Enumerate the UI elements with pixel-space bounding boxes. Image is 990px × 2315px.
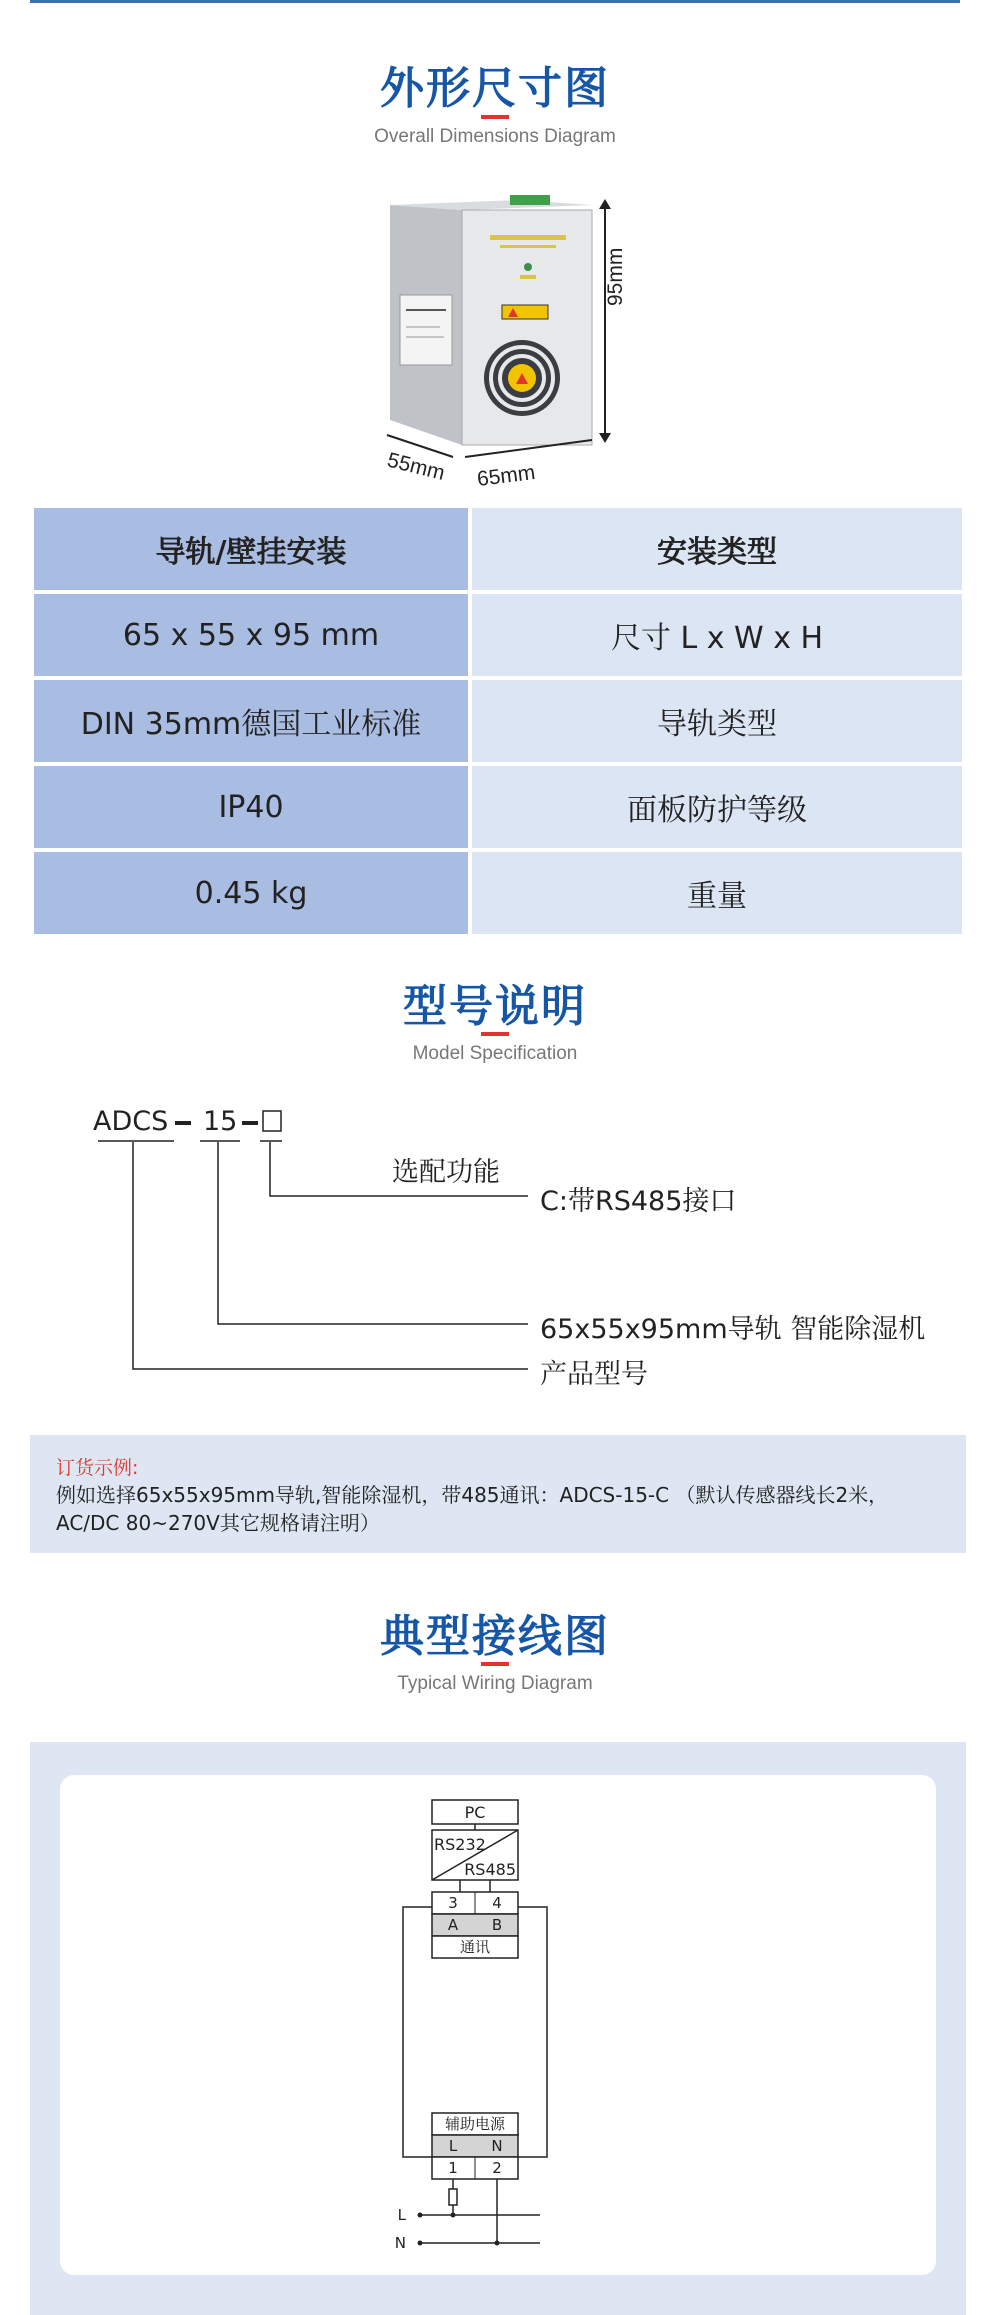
aux-power-label: 辅助电源 [444, 2115, 506, 2133]
option-box [263, 1111, 281, 1131]
table-cell: 面板防护等级 [470, 764, 964, 850]
length-label: 65mm [475, 461, 537, 491]
rs232-label: RS232 [434, 1835, 486, 1854]
size-desc: 65x55x95mm导轨 智能除湿机 [540, 1314, 926, 1345]
table-row [32, 678, 964, 764]
table-row [32, 850, 964, 936]
table-cell: 0.45 kg [32, 850, 470, 936]
model-code-prefix: ADCS [93, 1106, 169, 1137]
fuse-icon [449, 2189, 457, 2205]
header-cell: 安装类型 [470, 506, 964, 592]
table-cell: 尺寸 L x W x H [470, 592, 964, 678]
wiring-card [60, 1775, 936, 2275]
dimensions-title-bar [481, 115, 509, 119]
pin-2: 2 [492, 2159, 502, 2177]
device-dimension-illustration [360, 195, 640, 500]
line-l-label: L [397, 2206, 406, 2224]
height-label: 95mm [604, 247, 627, 306]
model-title-bar [481, 1032, 509, 1036]
option-c-desc: C:带RS485接口 [540, 1186, 737, 1217]
order-example-body: 例如选择65x55x95mm导轨,智能除湿机，带485通讯：ADCS-15-C （默认传感器线长2米，AC/DC 80~270V其它规格请注明） [56, 1483, 889, 1535]
pc-label: PC [464, 1803, 486, 1822]
table-cell: 重量 [470, 850, 964, 936]
model-title: 型号说明 [403, 981, 587, 1032]
code-dash [242, 1121, 258, 1125]
wiring-title-bar [481, 1662, 509, 1666]
table-cell: IP40 [32, 764, 470, 850]
dimensions-table [30, 504, 966, 938]
line-n-label: N [394, 2234, 406, 2252]
model-code-number: 15 [203, 1106, 238, 1137]
table-row [32, 592, 964, 678]
dimensions-subtitle: Overall Dimensions Diagram [374, 126, 616, 147]
wiring-diagram [60, 1775, 936, 2275]
power-terminal-ln [432, 2135, 518, 2157]
model-subtitle: Model Specification [412, 1043, 578, 1064]
wiring-subtitle: Typical Wiring Diagram [397, 1673, 593, 1694]
pin-3: 3 [448, 1894, 458, 1912]
table-row [32, 764, 964, 850]
terminal-a: A [447, 1916, 459, 1934]
dimensions-table-header [32, 506, 964, 592]
code-dash [175, 1121, 191, 1125]
pin-1: 1 [448, 2159, 458, 2177]
comm-terminal-ab [432, 1914, 518, 1936]
order-example-box [30, 1435, 966, 1553]
option-function-label: 选配功能 [392, 1157, 500, 1188]
pin-4: 4 [492, 1894, 502, 1912]
order-example-title: 订货示例: [56, 1457, 139, 1479]
table-cell: DIN 35mm德国工业标准 [32, 678, 470, 764]
width-label: 55mm [384, 448, 448, 486]
terminal-l: L [448, 2137, 458, 2155]
product-type-label: 产品型号 [540, 1359, 648, 1390]
wiring-panel [30, 1742, 966, 2315]
comm-label: 通讯 [459, 1938, 491, 1956]
table-cell: 65 x 55 x 95 mm [32, 592, 470, 678]
wiring-title: 典型接线图 [380, 1611, 610, 1662]
dimensions-title: 外形尺寸图 [380, 63, 610, 114]
terminal-block [510, 195, 550, 205]
terminal-b: B [491, 1916, 503, 1934]
header-cell: 导轨/壁挂安装 [32, 506, 470, 592]
terminal-n: N [491, 2137, 503, 2155]
top-divider [30, 0, 960, 3]
rs485-label: RS485 [464, 1860, 516, 1879]
device-side-label [400, 295, 452, 365]
table-cell: 导轨类型 [470, 678, 964, 764]
